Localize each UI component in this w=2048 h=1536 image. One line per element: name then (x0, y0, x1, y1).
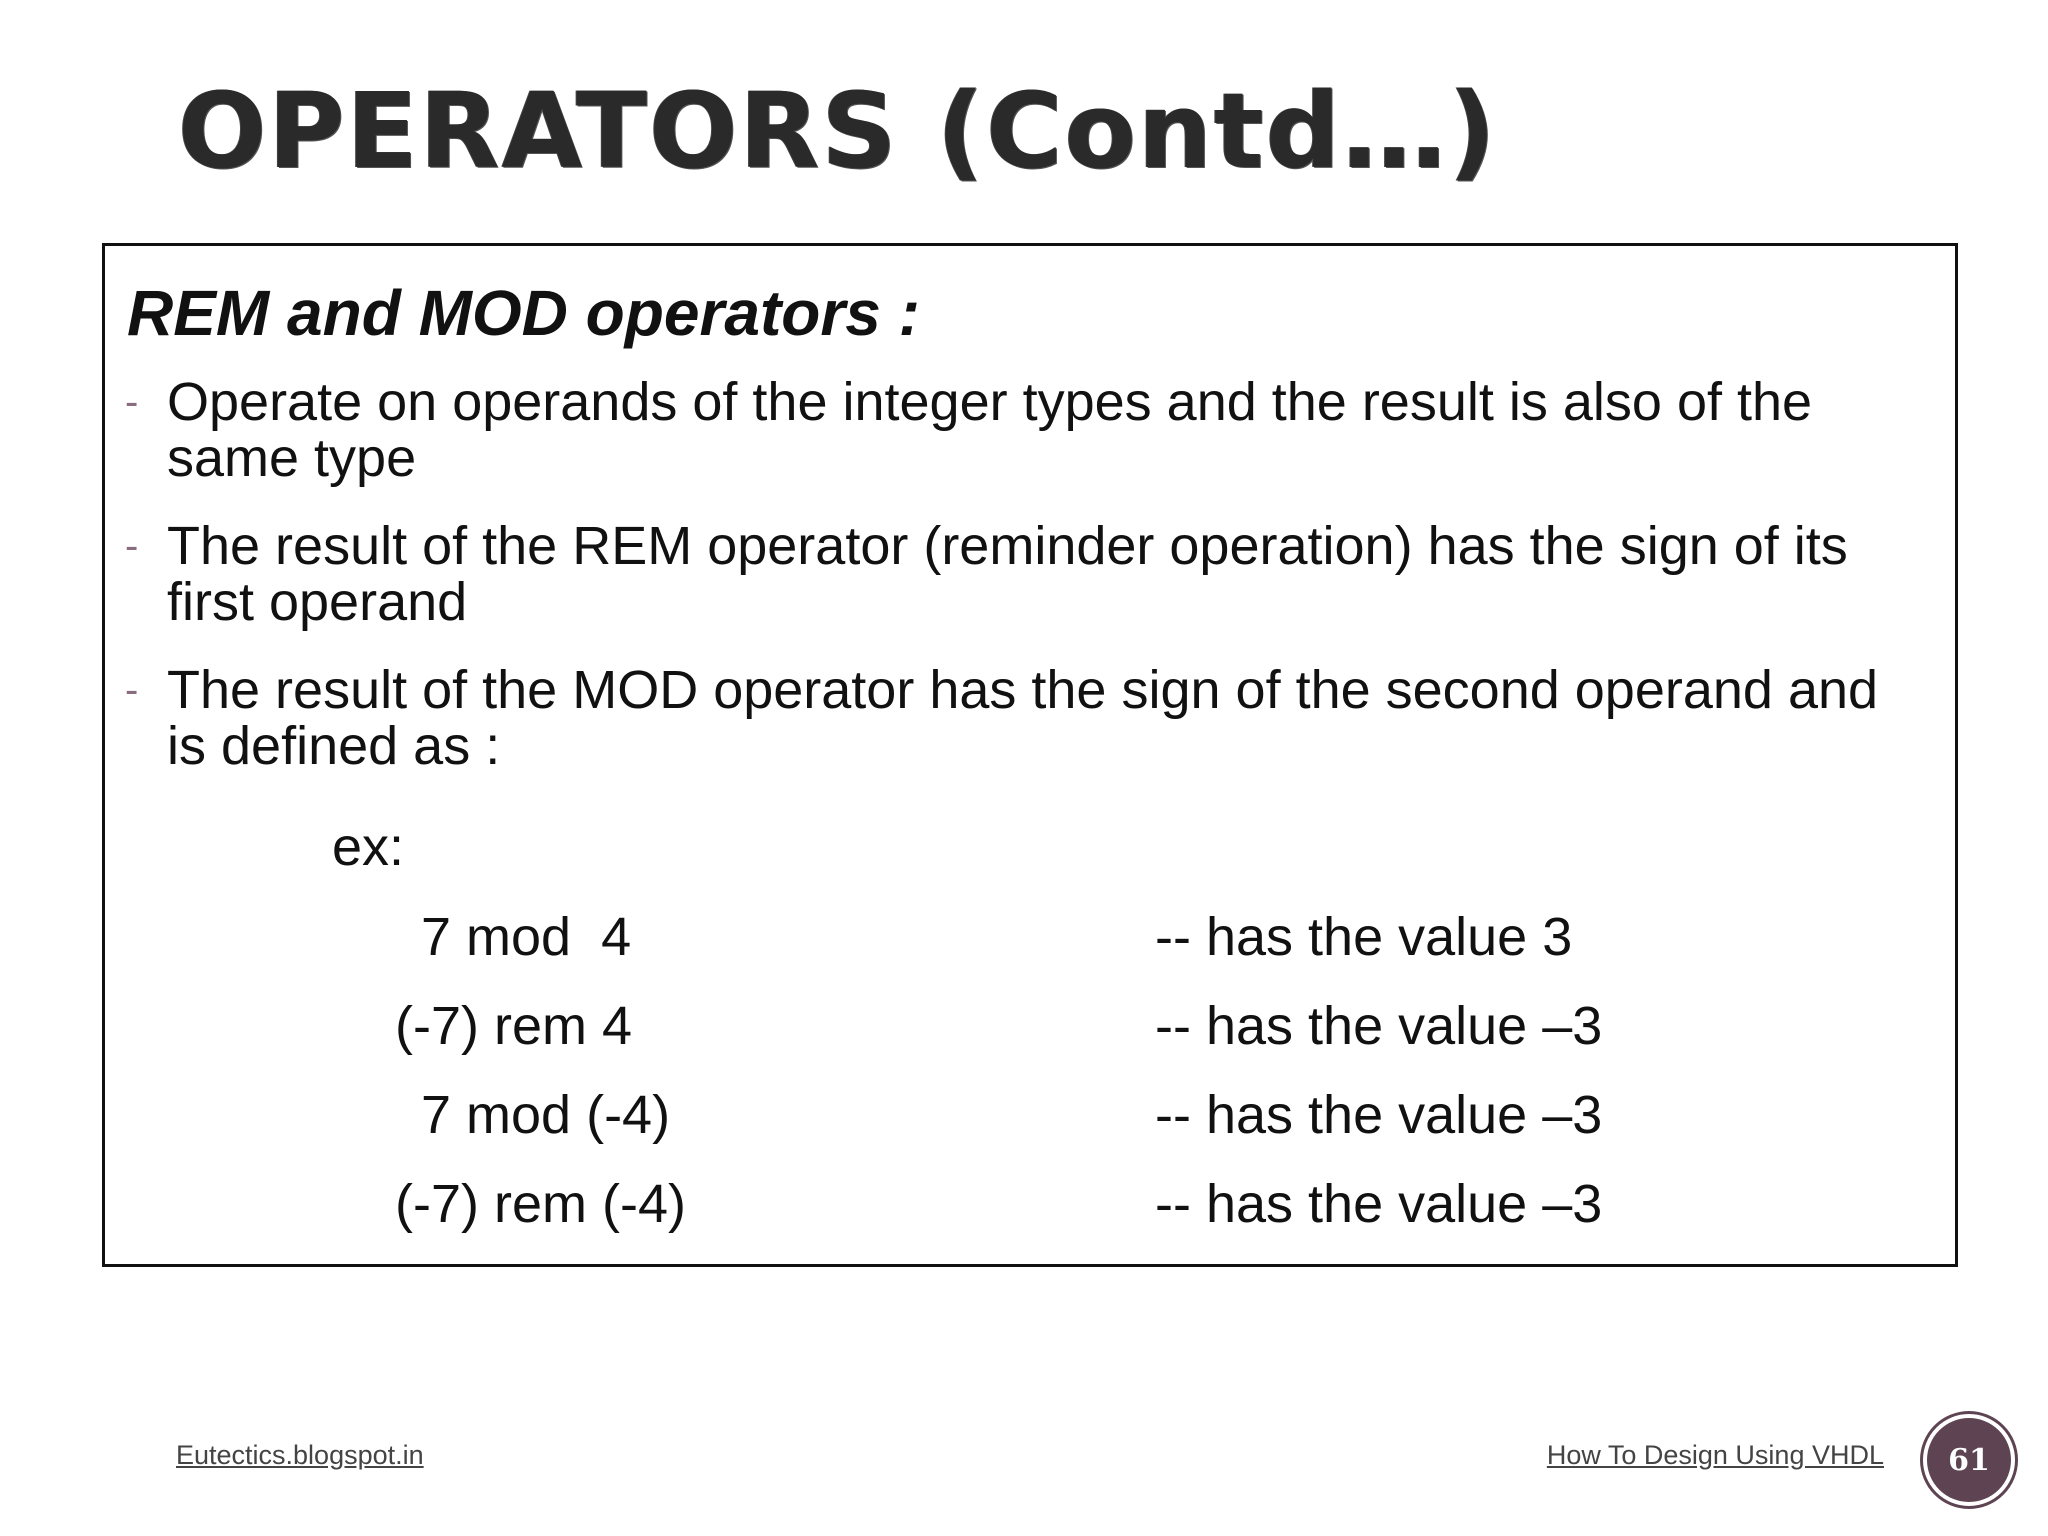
page-number-badge (1923, 1414, 2015, 1506)
bullet-marker: - (125, 524, 139, 568)
bullet-item (105, 518, 1955, 630)
bullet-text: The result of the MOD operator has the sign of the second operand and is defined as : (167, 660, 1879, 776)
example-expression: (-7) rem (-4) (395, 1174, 686, 1234)
example-result: -- has the value –3 (1155, 1085, 1603, 1145)
example-row (105, 906, 1955, 970)
example-expression: 7 mod (-4) (406, 1085, 671, 1145)
example-label: ex: (332, 817, 405, 877)
example-expression: 7 mod 4 (406, 907, 632, 967)
example-result: -- has the value –3 (1155, 996, 1603, 1056)
example-result: -- has the value –3 (1155, 1174, 1603, 1234)
bullet-marker: - (125, 668, 139, 712)
bullet-list (105, 374, 1955, 806)
bullet-item (105, 374, 1955, 486)
example-row (105, 1084, 1955, 1148)
example-row (105, 995, 1955, 1059)
content-box (102, 243, 1958, 1267)
section-heading: REM and MOD operators : (127, 277, 920, 349)
blog-link[interactable]: Eutectics.blogspot.in (176, 1440, 424, 1470)
example-expression: (-7) rem 4 (395, 996, 633, 1056)
page-number: 61 (1948, 1442, 1990, 1478)
bullet-item (105, 662, 1955, 774)
slide-title: OPERATORS (Contd…) (178, 70, 1498, 192)
example-row (105, 1173, 1955, 1237)
example-result: -- has the value 3 (1155, 907, 1573, 967)
bullet-text: The result of the REM operator (reminder operation) has the sign of its first operand (167, 516, 1848, 632)
bullet-text: Operate on operands of the integer types and the result is also of the same type (167, 372, 1813, 488)
course-title-link[interactable]: How To Design Using VHDL (1546, 1440, 1884, 1470)
bullet-marker: - (125, 380, 139, 424)
